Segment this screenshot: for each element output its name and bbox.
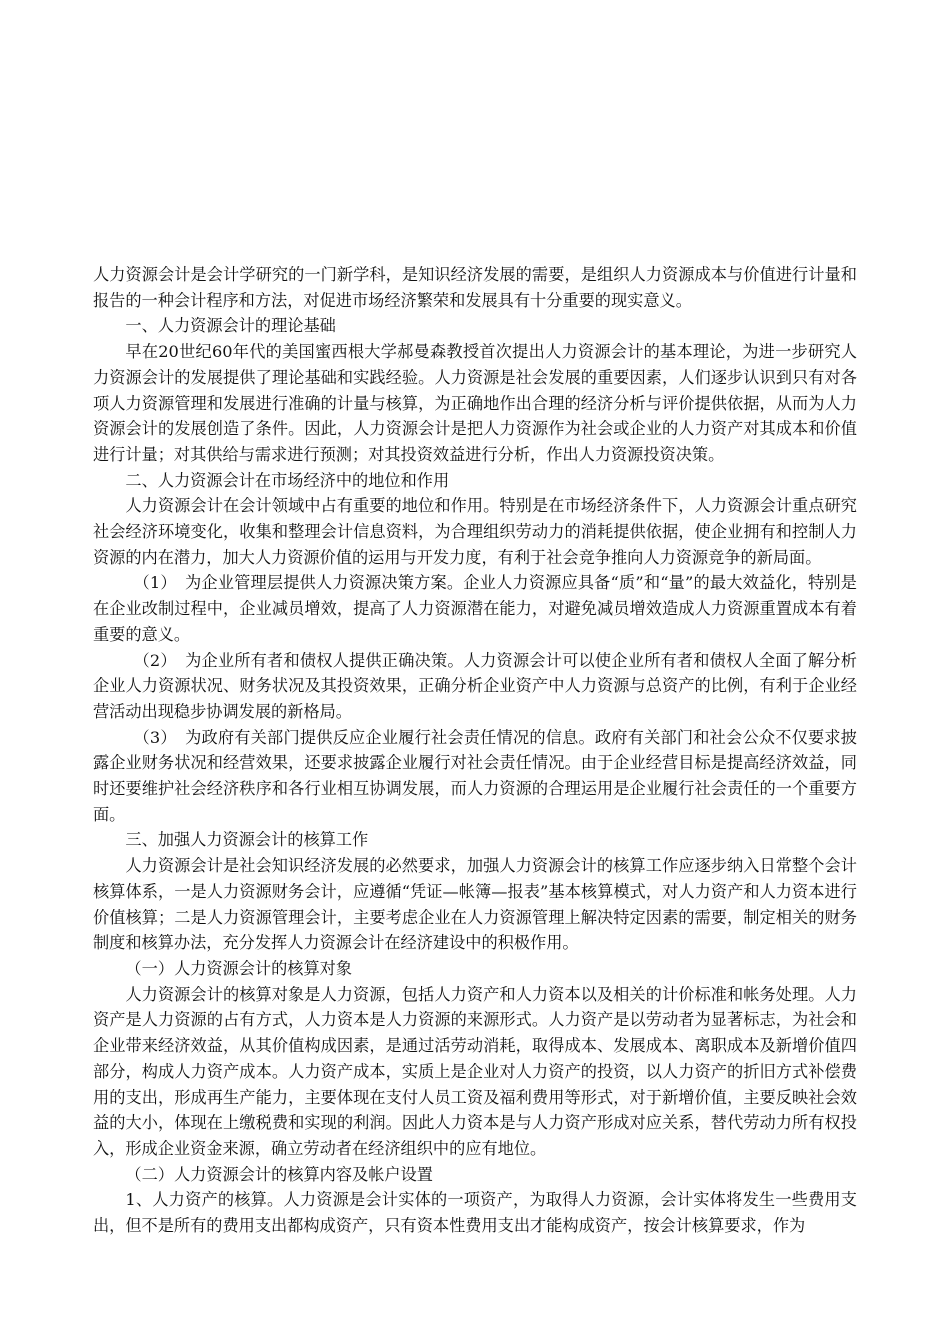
numbered-item-1: （1） 为企业管理层提供人力资源决策方案。企业人力资源应具备“质”和“量”的最大效益化，特别是在企业改制过程中，企业减员增效，提高了人力资源潜在能力，对避免减员增效造成人力资源重置成本有着重要的意义。	[93, 573, 857, 644]
body-paragraph: 人力资源会计是社会知识经济发展的必然要求，加强人力资源会计的核算工作应逐步纳入日常整个会计核算体系，一是人力资源财务会计，应遵循“凭证—帐簿—报表”基本核算模式，对人力资产和人力资本进行价值核算；二是人力资源管理会计，主要考虑企业在人力资源管理上解决特定因素的需要，制定相关的财务制度和核算办法，充分发挥人力资源会计在经济建设中的积极作用。	[93, 856, 857, 953]
body-paragraph: 人力资源会计在会计领域中占有重要的地位和作用。特别是在市场经济条件下，人力资源会计重点研究社会经济环境变化，收集和整理会计信息资料，为合理组织劳动力的消耗提供依据，使企业拥有和控制人力资源的内在潜力，加大人力资源价值的运用与开发力度，有利于社会竞争推向人力资源竞争的新局面。	[93, 496, 857, 567]
section-heading-3: 三、加强人力资源会计的核算工作	[125, 830, 369, 850]
subsection-heading-2: （二）人力资源会计的核算内容及帐户设置	[125, 1164, 433, 1184]
body-paragraph: 1、人力资产的核算。人力资源是会计实体的一项资产，为取得人力资源，会计实体将发生一些费用支出，但不是所有的费用支出都构成资产，只有资本性费用支出才能构成资产，按会计核算要求，作为	[93, 1190, 857, 1236]
body-paragraph: 人力资源会计的核算对象是人力资源，包括人力资产和人力资本以及相关的计价标准和帐务处理。人力资产是人力资源的占有方式，人力资本是人力资源的来源形式。人力资产是以劳动者为显著标志，为社会和企业带来经济效益，从其价值构成因素，是通过活劳动消耗，取得成本、发展成本、离职成本及新增价值四部分，构成人力资产成本。人力资产成本，实质上是企业对人力资产的投资，以人力资产的折旧方式补偿费用的支出，形成再生产能力，主要体现在支付人员工资及福利费用等形式，对于新增价值，主要反映社会效益的大小，体现在上缴税费和实现的利润。因此人力资本是与人力资产形成对应关系，替代劳动力所有权投入，形成企业资金来源，确立劳动者在经济组织中的应有地位。	[93, 984, 857, 1158]
section-heading-1: 一、人力资源会计的理论基础	[125, 316, 336, 336]
document-body	[93, 262, 857, 1239]
numbered-item-3: （3） 为政府有关部门提供反应企业履行社会责任情况的信息。政府有关部门和社会公众不仅要求披露企业财务状况和经营效果，还要求披露企业履行对社会责任情况。由于企业经营目标是提高经济效益，同时还要维护社会经济秩序和各行业相互协调发展，而人力资源的合理运用是企业履行社会责任的一个重要方面。	[93, 727, 857, 824]
section-heading-2: 二、人力资源会计在市场经济中的地位和作用	[125, 470, 450, 490]
intro-paragraph: 人力资源会计是会计学研究的一门新学科，是知识经济发展的需要，是组织人力资源成本与价值进行计量和报告的一种会计程序和方法，对促进市场经济繁荣和发展具有十分重要的现实意义。	[93, 265, 857, 310]
body-paragraph: 早在20世纪60年代的美国蜜西根大学郝曼森教授首次提出人力资源会计的基本理论，为进一步研究人力资源会计的发展提供了理论基础和实践经验。人力资源是社会发展的重要因素，人们逐步认识到只有对各项人力资源管理和发展进行准确的计量与核算，为正确地作出合理的经济分析与评价提供依据，从而为人力资源会计的发展创造了条件。因此，人力资源会计是把人力资源作为社会或企业的人力资产对其成本和价值进行计量；对其供给与需求进行预测；对其投资效益进行分析，作出人力资源投资决策。	[93, 342, 857, 464]
numbered-item-2: （2） 为企业所有者和债权人提供正确决策。人力资源会计可以使企业所有者和债权人全面了解分析企业人力资源状况、财务状况及其投资效果，正确分析企业资产中人力资源与总资产的比例，有利于企业经营活动出现稳步协调发展的新格局。	[93, 650, 857, 721]
subsection-heading-1: （一）人力资源会计的核算对象	[125, 958, 353, 978]
